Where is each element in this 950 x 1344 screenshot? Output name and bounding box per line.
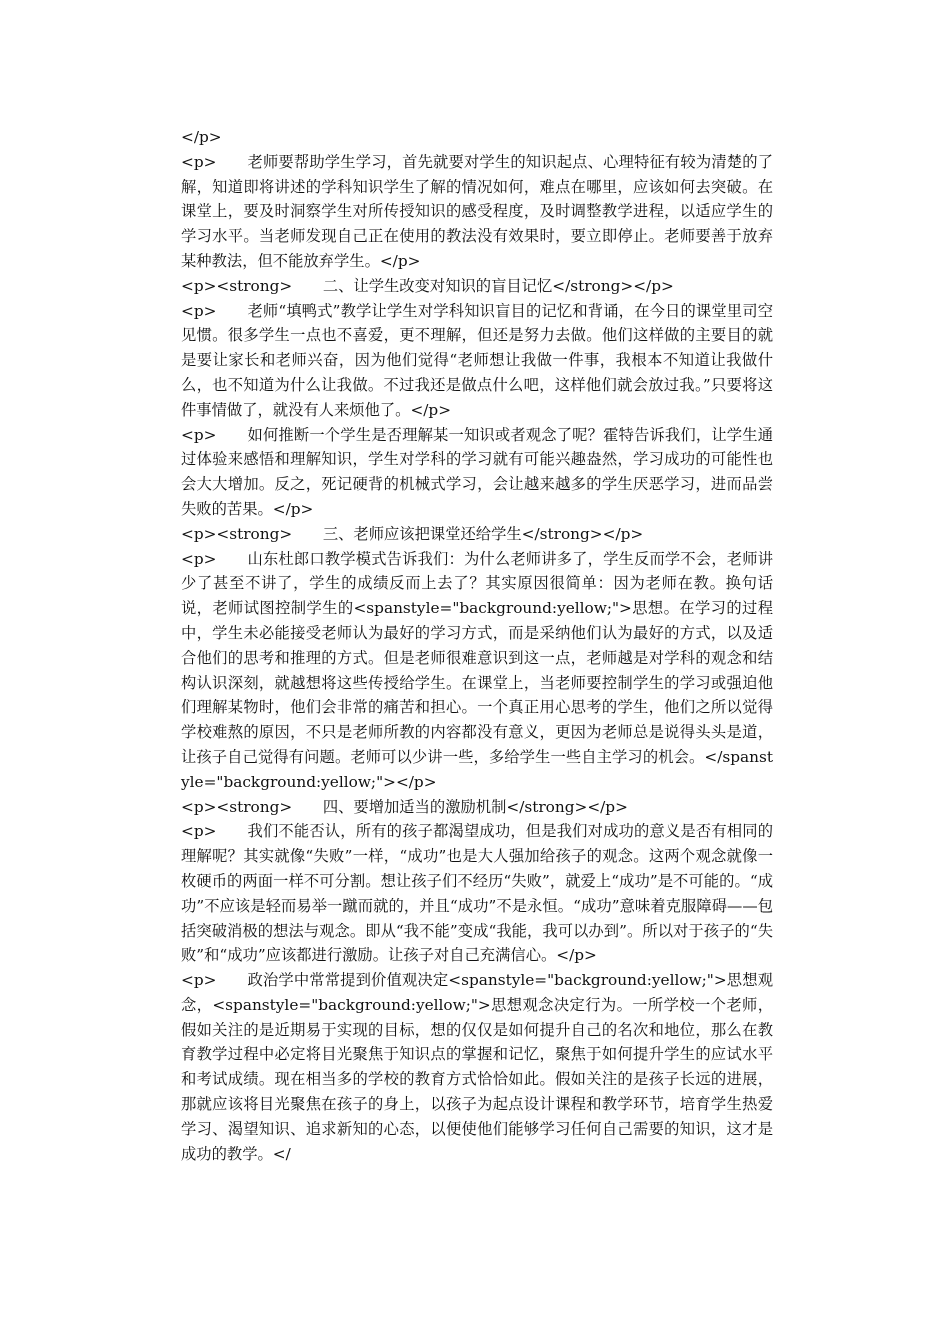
paragraph-cramming: <p> 老师“填鸭式”教学让学生对学科知识盲目的记忆和背诵，在今日的课堂里司空见惯。很多学生一点也不喜爱，更不理解，但还是努力去做。他们这样做的主要目的就是要让家长和老师兴奋，因为他们觉得“老师想让我做一件事，我根本不知道让我做什么，也不知道为什么让我做。不过我还是做点什么吧，这样他们就会放过我。”只要将这件事情做了，就没有人来烦他了。</p> xyxy=(181,301,773,419)
paragraph-closing-tag: </p> xyxy=(181,128,222,146)
paragraph-teacher-help: <p> 老师要帮助学生学习，首先就要对学生的知识起点、心理特征有较为清楚的了解，知道即将讲述的学科知识学生了解的情况如何，难点在哪里，应该如何去突破。在课堂上，要及时洞察学生对所传授知识的感受程度，及时调整教学进程，以适应学生的学习水平。当老师发现自己正在使用的教法没有效果时，要立即停止。老师要善于放弃某种教法，但不能放弃学生。</p> xyxy=(181,152,773,270)
paragraph-classroom: <p> 山东杜郎口教学模式告诉我们：为什么老师讲多了，学生反而学不会，老师讲少了甚至不讲了，学生的成绩反而上去了？其实原因很简单：因为老师在教。换句话说，老师试图控制学生的<spanstyle="background:yellow;">思想。在学习的过程中，学生未必能接受老师认为最好的学习方式，而是采纳他们认为最好的方式，以及适合他们的思考和推理的方式。但是老师很难意识到这一点，老师越是对学科的观念和结构认识深刻，就越想将这些传授给学生。在课堂上，当老师要控制学生的学习或强迫他们理解某物时，他们会非常的痛苦和担心。一个真正用心思考的学生，他们之所以觉得学校难熬的原因，不只是老师所教的内容都没有意义，更因为老师总是说得头头是道，让孩子自己觉得有问题。老师可以少讲一些，多给学生一些自主学习的机会。</spanstyle="background:yellow;"></p> xyxy=(181,549,773,791)
document-body xyxy=(181,125,773,1166)
heading-section-4: <p><strong> 四、要增加适当的激励机制</strong></p> xyxy=(181,797,628,816)
paragraph-success: <p> 我们不能否认，所有的孩子都渴望成功，但是我们对成功的意义是否有相同的理解呢？其实就像“失败”一样，“成功”也是大人强加给孩子的观念。这两个观念就像一枚硬币的两面一样不可分割。想让孩子们不经历“失败”，就爱上“成功”是不可能的。“成功”不应该是轻而易举一蹴而就的，并且“成功”不是永恒。“成功”意味着克服障碍——包括突破消极的想法与观念。即从“我不能”变成“我能，我可以办到”。所以对于孩子的“失败”和“成功”应该都进行激励。让孩子对自己充满信心。</p> xyxy=(181,822,773,965)
paragraph-values: <p> 政治学中常常提到价值观决定<spanstyle="background:yellow;">思想观念，<spanstyle="background:yellow;">思想观念决定行为。一所学校一个老师，假如关注的是近期易于实现的目标，想的仅仅是如何提升自己的名次和地位，那么在教育教学过程中必定将目光聚焦于知识点的掌握和记忆，聚焦于如何提升学生的应试水平和考试成绩。现在相当多的学校的教育方式恰恰如此。假如关注的是孩子长远的进展，那就应该将目光聚焦在孩子的身上，以孩子为起点设计课程和教学环节，培育学生热爱学习、渴望知识、追求新知的心态，以便使他们能够学习任何自己需要的知识，这才是成功的教学。</ xyxy=(181,971,773,1163)
paragraph-judging-understanding: <p> 如何推断一个学生是否理解某一知识或者观念了呢？霍特告诉我们，让学生通过体验来感悟和理解知识，学生对学科的学习就有可能兴趣盎然，学习成功的可能性也会大大增加。反之，死记硬背的机械式学习，会让越来越多的学生厌恶学习，进而品尝失败的苦果。</p> xyxy=(181,425,773,518)
heading-section-3: <p><strong> 三、老师应该把课堂还给学生</strong></p> xyxy=(181,524,644,543)
heading-section-2: <p><strong> 二、让学生改变对知识的盲目记忆</strong></p> xyxy=(181,276,674,295)
